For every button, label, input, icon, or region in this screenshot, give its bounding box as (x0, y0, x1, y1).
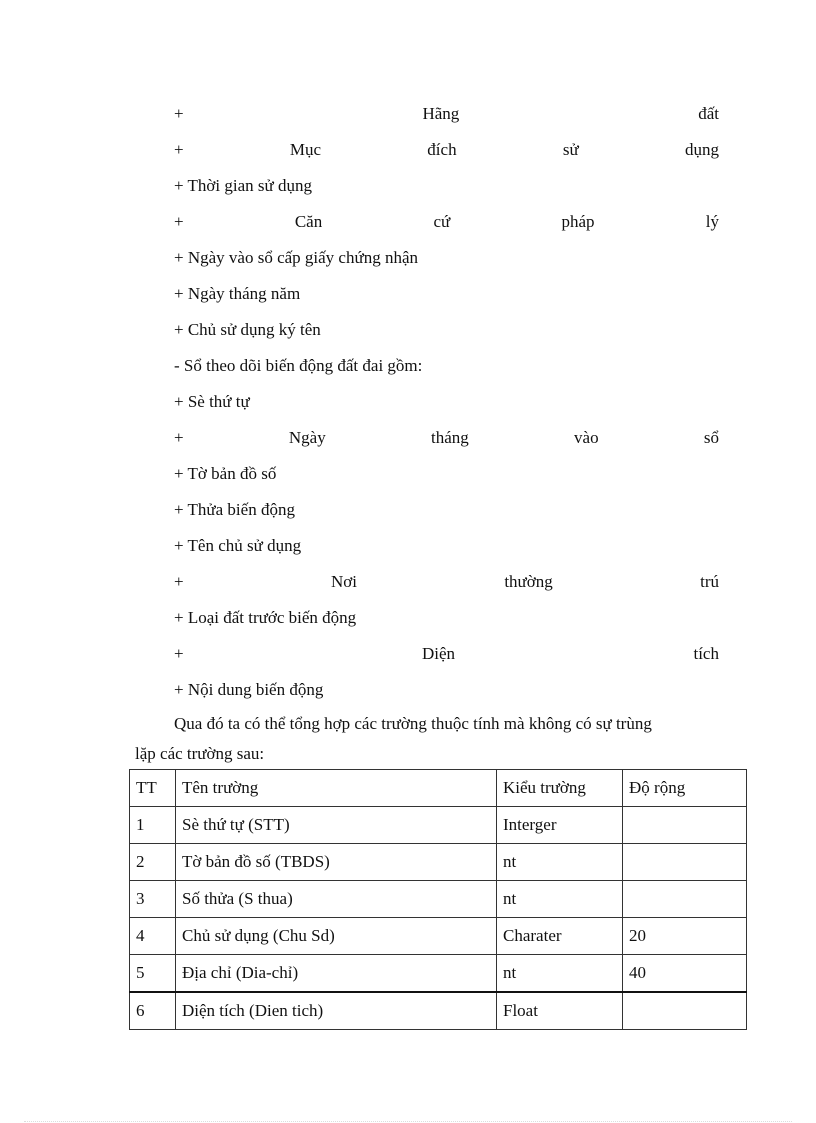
row-tt: 1 (130, 807, 176, 844)
row-field-type: nt (497, 881, 623, 918)
list-item (174, 240, 719, 276)
list-item-text: + (174, 428, 184, 447)
header-tt: TT (130, 770, 176, 807)
row-field-type: Float (497, 992, 623, 1030)
list-item-text: + (174, 644, 184, 663)
list-item (174, 420, 719, 456)
list-item (174, 168, 719, 204)
list-item (174, 636, 719, 672)
list-item (174, 600, 719, 636)
row-field-name: Tờ bản đồ số (TBDS) (176, 844, 497, 881)
list-item (174, 312, 719, 348)
list-item-text: sổ (703, 428, 719, 447)
list-item-text: Nơi (330, 572, 357, 591)
summary-paragraph (135, 709, 719, 769)
row-field-type: Interger (497, 807, 623, 844)
table-row (130, 807, 747, 844)
list-item-text: + (174, 140, 184, 159)
header-field-width: Độ rộng (623, 770, 747, 807)
list-item (174, 456, 719, 492)
row-field-type: nt (497, 844, 623, 881)
summary-line-1: Qua đó ta có thể tổng hợp các trường thuộc tính mà không có sự trùng (174, 714, 652, 733)
row-tt: 4 (130, 918, 176, 955)
row-field-width (623, 807, 747, 844)
list-item-text: + Thửa biến động (174, 500, 295, 519)
row-tt: 5 (130, 955, 176, 993)
list-item-text: + Tờ bản đồ số (174, 464, 277, 483)
list-item-text: pháp (561, 212, 595, 231)
list-item-text: + Ngày vào sổ cấp giấy chứng nhận (174, 248, 418, 267)
table-row (130, 992, 747, 1030)
list-item-text: + Thời gian sử dụng (174, 176, 312, 195)
header-field-name: Tên trường (176, 770, 497, 807)
row-field-name: Số thửa (S thua) (176, 881, 497, 918)
list-item-text: Mục (289, 140, 322, 159)
row-tt: 6 (130, 992, 176, 1030)
list-item-text: đất (698, 104, 719, 123)
list-item-text: + (174, 572, 184, 591)
table-row (130, 844, 747, 881)
row-field-type: nt (497, 955, 623, 993)
list-item-text: trú (700, 572, 719, 591)
table-header-row (130, 770, 747, 807)
list-item-text: đích (427, 140, 457, 159)
list-item-text: + (174, 212, 184, 231)
row-field-type: Charater (497, 918, 623, 955)
list-item (174, 528, 719, 564)
list-item-text: tích (693, 644, 719, 663)
list-item-text: Hãng (422, 104, 460, 123)
list-item-text: dụng (684, 140, 719, 159)
row-field-width: 20 (623, 918, 747, 955)
row-field-width: 40 (623, 955, 747, 993)
row-field-width (623, 844, 747, 881)
list-item-text: + Nội dung biến động (174, 680, 324, 699)
list-item-text: Căn (294, 212, 323, 231)
list-item-text: cứ (433, 212, 451, 231)
list-item-text: lý (705, 212, 719, 231)
list-item-text: + Tên chủ sử dụng (174, 536, 302, 555)
list-item-text: + Loại đất trước biến động (174, 608, 357, 627)
list-item (174, 96, 719, 132)
list-item (174, 672, 719, 708)
list-item-text: + Sè thứ tự (174, 392, 250, 411)
row-field-name: Địa chỉ (Dia-chỉ) (176, 955, 497, 993)
list-item-text: + Chủ sử dụng ký tên (174, 320, 321, 339)
summary-line-2: lặp các trường sau: (135, 744, 265, 763)
row-tt: 3 (130, 881, 176, 918)
row-field-width (623, 881, 747, 918)
row-field-width (623, 992, 747, 1030)
row-tt: 2 (130, 844, 176, 881)
row-field-name: Diện tích (Dien tich) (176, 992, 497, 1030)
list-item-text: Diện (422, 644, 456, 663)
list-item-text: Ngày (288, 428, 326, 447)
list-item (174, 564, 719, 600)
page-footer-rule (24, 1121, 792, 1122)
table-row (130, 955, 747, 993)
table-row (130, 918, 747, 955)
list-item (174, 492, 719, 528)
list-item-text: + (174, 104, 184, 123)
list-item (174, 204, 719, 240)
table-row (130, 881, 747, 918)
list-item-text: tháng (430, 428, 469, 447)
list-item-text: - Sổ theo dõi biến động đất đai gồm: (174, 356, 423, 375)
row-field-name: Chủ sử dụng (Chu Sd) (176, 918, 497, 955)
list-item (174, 132, 719, 168)
list-item-text: thường (504, 572, 553, 591)
row-field-name: Sè thứ tự (STT) (176, 807, 497, 844)
list-item (174, 384, 719, 420)
list-item-text: + Ngày tháng năm (174, 284, 301, 303)
list-item-text: vào (574, 428, 599, 447)
list-item (174, 276, 719, 312)
fields-table (129, 769, 747, 1030)
list-item-text: sử (562, 140, 579, 159)
header-field-type: Kiểu trường (497, 770, 623, 807)
list-item (174, 348, 719, 384)
